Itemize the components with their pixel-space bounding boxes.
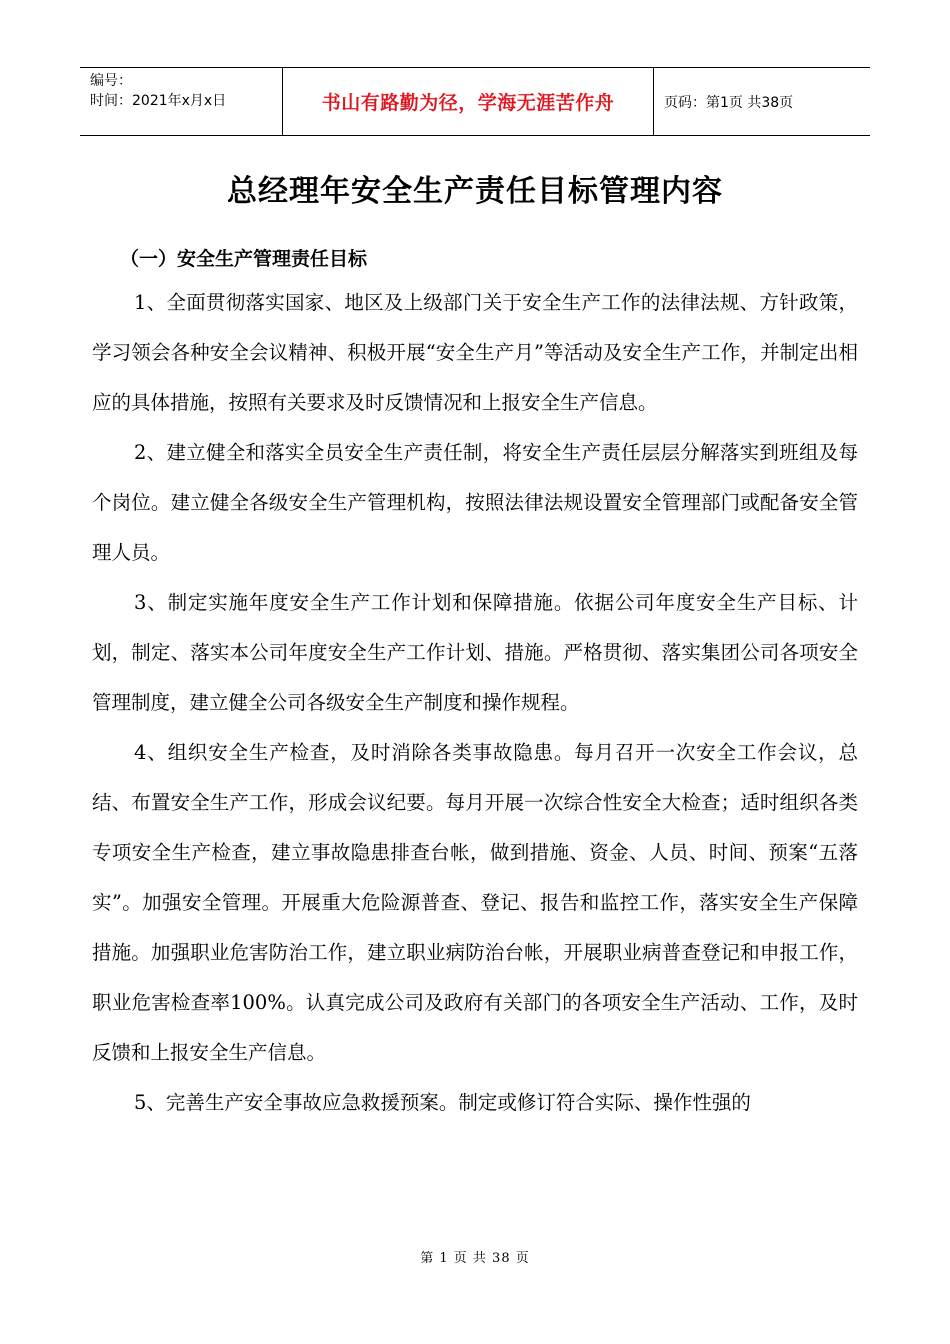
header-table <box>80 67 870 136</box>
document-title: 总经理年安全生产责任目标管理内容 <box>227 174 723 209</box>
header-page-info: 页码：第1页 共38页 <box>664 94 794 111</box>
document-number-label: 编号： <box>90 73 132 89</box>
document-body <box>92 240 858 1128</box>
paragraph-5: 5、完善生产安全事故应急救援预案。制定或修订符合实际、操作性强的 <box>134 1091 751 1114</box>
paragraph-1: 1、全面贯彻落实国家、地区及上级部门关于安全生产工作的法律法规、方针政策，学习领会各种安全会议精神、积极开展“安全生产月”等活动及安全生产工作，并制定出相应的具体措施，按照有关要求及时反馈情况和上报安全生产信息。 <box>92 291 858 414</box>
paragraph-2: 2、建立健全和落实全员安全生产责任制，将安全生产责任层层分解落实到班组及每个岗位。建立健全各级安全生产管理机构，按照法律法规设置安全管理部门或配备安全管理人员。 <box>92 441 858 564</box>
header-motto: 书山有路勤为径，学海无涯苦作舟 <box>282 68 654 135</box>
section-heading: （一）安全生产管理责任目标 <box>120 248 368 270</box>
document-time-label: 时间：2021年x月x日 <box>90 93 227 109</box>
paragraph-4: 4、组织安全生产检查，及时消除各类事故隐患。每月召开一次安全工作会议，总结、布置安全生产工作，形成会议纪要。每月开展一次综合性安全大检查；适时组织各类专项安全生产检查，建立事故隐患排查台帐，做到措施、资金、人员、时间、预案“五落实”。加强安全管理。开展重大危险源普查、登记、报告和监控工作，落实安全生产保障措施。加强职业危害防治工作，建立职业病防治台帐，开展职业病普查登记和申报工作，职业危害检查率100%。认真完成公司及政府有关部门的各项安全生产活动、工作，及时反馈和上报安全生产信息。 <box>92 741 858 1064</box>
paragraph-3: 3、制定实施年度安全生产工作计划和保障措施。依据公司年度安全生产目标、计划，制定、落实本公司年度安全生产工作计划、措施。严格贯彻、落实集团公司各项安全管理制度，建立健全公司各级安全生产制度和操作规程。 <box>92 591 858 714</box>
page-footer: 第 1 页 共 38 页 <box>420 1251 530 1266</box>
header-meta-cell <box>80 68 282 135</box>
